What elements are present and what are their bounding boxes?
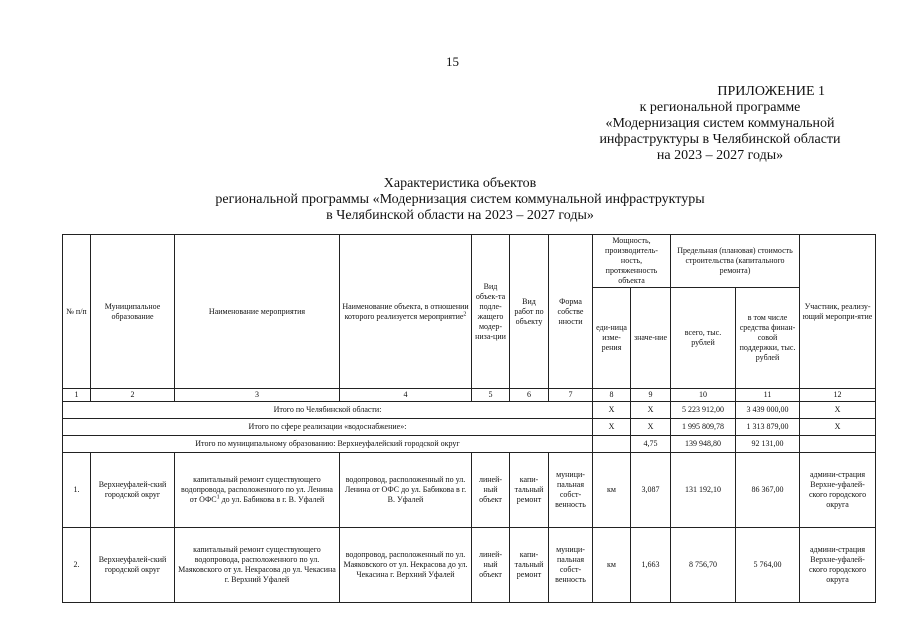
- summary-participant: Х: [800, 402, 876, 419]
- summary-value: 4,75: [631, 436, 671, 453]
- column-index: 12: [800, 389, 876, 402]
- page-number: 15: [446, 54, 459, 69]
- row-num: 1.: [63, 453, 91, 528]
- title-line: региональной программы «Модернизация систем коммунальной инфраструктуры: [215, 192, 705, 207]
- row-measure-text-tail: до ул. Бабикова в г. В. Уфалей: [219, 495, 325, 504]
- header-value: значе-ние: [631, 288, 671, 389]
- summary-unit: Х: [593, 402, 631, 419]
- appendix-line: ПРИЛОЖЕНИЕ 1: [717, 84, 825, 99]
- footnote-mark: 2: [463, 310, 467, 317]
- row-participant: админи-страция Верхне-уфалей-ского городского округа: [800, 528, 876, 603]
- row-measure: [175, 453, 340, 528]
- summary-row-region: [63, 402, 876, 419]
- appendix-line: на 2023 – 2027 годы»: [656, 148, 784, 163]
- summary-total: 1 995 809,78: [671, 419, 736, 436]
- objects-table: [62, 234, 876, 603]
- header-object: [340, 235, 472, 389]
- column-index: 1: [63, 389, 91, 402]
- summary-row-municipality: [63, 436, 876, 453]
- table-row: [63, 528, 876, 603]
- summary-value: Х: [631, 402, 671, 419]
- header-cost-group: Предельная (плановая) стоимость строительства (капитального ремонта): [671, 235, 800, 288]
- row-work-type: капи-тальный ремонт: [510, 453, 549, 528]
- header-cost-total: всего, тыс. рублей: [671, 288, 736, 389]
- row-value: 1,663: [631, 528, 671, 603]
- row-work-type: капи-тальный ремонт: [510, 528, 549, 603]
- summary-support: 92 131,00: [736, 436, 800, 453]
- row-object: водопровод, расположенный по ул. Маяковского от ул. Некрасова до ул. Чекасина г. Верхний Уфалей: [340, 528, 472, 603]
- summary-participant: [800, 436, 876, 453]
- header-municipality: Муниципальное образование: [91, 235, 175, 389]
- row-unit: км: [593, 528, 631, 603]
- summary-unit: Х: [593, 419, 631, 436]
- appendix-line: к региональной программе: [639, 100, 801, 115]
- row-value: 3,087: [631, 453, 671, 528]
- row-municipality: Верхнеуфалей-ский городской округ: [91, 528, 175, 603]
- column-index: 8: [593, 389, 631, 402]
- row-object: водопровод, расположенный по ул. Ленина от ОФС до ул. Бабикова в г. В. Уфалей: [340, 453, 472, 528]
- title-line: Характеристика объектов: [383, 176, 537, 191]
- appendix-line: «Модернизация систем коммунальной: [605, 116, 835, 131]
- column-index: 4: [340, 389, 472, 402]
- summary-participant: Х: [800, 419, 876, 436]
- header-num: № п/п: [63, 235, 91, 389]
- row-total: 8 756,70: [671, 528, 736, 603]
- appendix-line: инфраструктуры в Челябинской области: [599, 132, 841, 147]
- row-object-type: линей-ный объект: [472, 528, 510, 603]
- row-ownership: муници-пальная собст-венность: [549, 453, 593, 528]
- column-index: 5: [472, 389, 510, 402]
- document-title: [0, 176, 905, 224]
- summary-label: Итого по муниципальному образованию: Верхнеуфалейский городской округ: [63, 436, 593, 453]
- summary-row-sphere: [63, 419, 876, 436]
- row-ownership: муници-пальная собст-венность: [549, 528, 593, 603]
- appendix-heading: [575, 84, 865, 164]
- header-participant: Участник, реализу-ющий меропри-ятие: [800, 235, 876, 389]
- footnote-mark: 1: [216, 494, 220, 501]
- summary-label: Итого по сфере реализации «водоснабжение»:: [63, 419, 593, 436]
- row-measure: [175, 528, 340, 603]
- column-index: 11: [736, 389, 800, 402]
- column-index: 6: [510, 389, 549, 402]
- header-measure: Наименование мероприятия: [175, 235, 340, 389]
- header-cost-support: в том числе средства финан-совой поддержки, тыс. рублей: [736, 288, 800, 389]
- row-support: 5 764,00: [736, 528, 800, 603]
- summary-label: Итого по Челябинской области:: [63, 402, 593, 419]
- header-object-type: Вид объек-та подле-жащего модер-низа-ции: [472, 235, 510, 389]
- column-index: 10: [671, 389, 736, 402]
- row-participant: админи-страция Верхне-уфалей-ского городского округа: [800, 453, 876, 528]
- title-line: в Челябинской области на 2023 – 2027 годы»: [326, 208, 594, 223]
- row-object-type: линей-ный объект: [472, 453, 510, 528]
- summary-unit: [593, 436, 631, 453]
- column-index: 9: [631, 389, 671, 402]
- summary-support: 1 313 879,00: [736, 419, 800, 436]
- header-capacity-group: Мощность, производитель-ность, протяженность объекта: [593, 235, 671, 288]
- header-object-text: Наименование объекта, в отношении которого реализуется мероприятие: [342, 301, 469, 321]
- row-support: 86 367,00: [736, 453, 800, 528]
- row-unit: км: [593, 453, 631, 528]
- summary-support: 3 439 000,00: [736, 402, 800, 419]
- row-municipality: Верхнеуфалей-ский городской округ: [91, 453, 175, 528]
- column-index: 3: [175, 389, 340, 402]
- column-index: 7: [549, 389, 593, 402]
- row-total: 131 192,10: [671, 453, 736, 528]
- header-ownership: Форма собстве нности: [549, 235, 593, 389]
- header-work-type: Вид работ по объекту: [510, 235, 549, 389]
- table-row: [63, 453, 876, 528]
- summary-value: Х: [631, 419, 671, 436]
- row-measure-text: капитальный ремонт существующего водопровода, расположенного по ул. Ленина от ОФС: [181, 475, 333, 504]
- row-num: 2.: [63, 528, 91, 603]
- summary-total: 139 948,80: [671, 436, 736, 453]
- summary-total: 5 223 912,00: [671, 402, 736, 419]
- header-unit: еди-ница изме-рения: [593, 288, 631, 389]
- row-measure-text: капитальный ремонт существующего водопровода, расположенного по ул. Маяковского от ул. Некрасова до ул. Чекасина г. Верхний Уфалей: [178, 545, 336, 584]
- column-index: 2: [91, 389, 175, 402]
